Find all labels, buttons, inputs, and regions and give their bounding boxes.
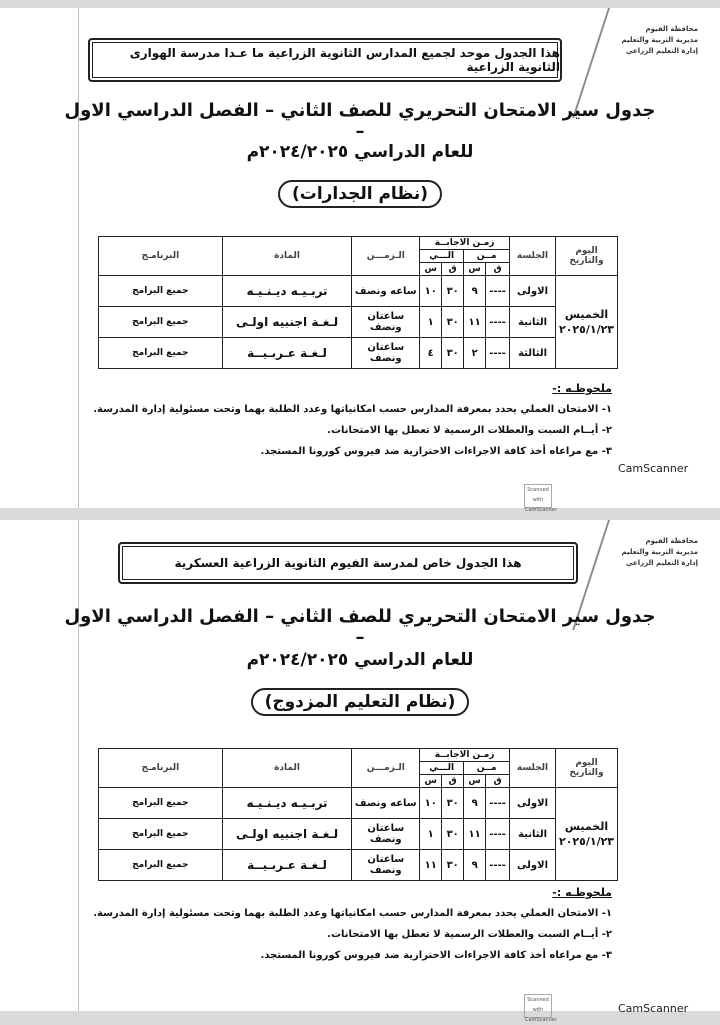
header-to-q: ق — [442, 263, 464, 276]
header-program: البرنامـج — [99, 237, 223, 276]
header-from-s: س — [464, 775, 486, 788]
table-row — [99, 276, 618, 307]
program-cell: جميع البرامج — [99, 788, 223, 819]
subject-cell: لـغـة عـربـيــة — [222, 850, 352, 881]
to-q-cell: ٣٠ — [442, 850, 464, 881]
duration-cell: ساعتان ونصف — [352, 338, 420, 369]
header-duration: الـزمـــن — [352, 749, 420, 788]
to-q-cell: ٣٠ — [442, 338, 464, 369]
header-answer-time: زمـن الاجابــة — [420, 749, 510, 762]
table-row — [99, 788, 618, 819]
ministry-line: مديرية التربية والتعليم — [621, 548, 698, 556]
exam-schedule-table — [98, 236, 618, 369]
day-name: الخميس — [564, 308, 609, 321]
to-q-cell: ٣٠ — [442, 788, 464, 819]
day-name: الخميس — [564, 820, 609, 833]
from-q-cell: ---- — [486, 819, 510, 850]
camscanner-logo: Scanned with CamScanner — [524, 484, 552, 508]
table-row — [99, 850, 618, 881]
from-q-cell: ---- — [486, 850, 510, 881]
to-s-cell: ١٠ — [420, 788, 442, 819]
session-cell: الاولى — [510, 788, 556, 819]
session-cell: الثانية — [510, 819, 556, 850]
to-s-cell: ١٠ — [420, 276, 442, 307]
ministry-line: إدارة التعليم الزراعي — [625, 559, 698, 567]
from-s-cell: ٩ — [464, 850, 486, 881]
day-date-cell — [556, 276, 618, 369]
from-q-cell: ---- — [486, 338, 510, 369]
header-answer-time: زمـن الاجابــة — [420, 237, 510, 250]
from-s-cell: ٢ — [464, 338, 486, 369]
header-to: الـــي — [420, 762, 464, 775]
academic-year: للعام الدراسي ٢٠٢٤/٢٠٢٥م — [246, 650, 474, 670]
header-program: البرنامـج — [99, 749, 223, 788]
program-cell: جميع البرامج — [99, 338, 223, 369]
subject-cell: لـغـة عـربـيــة — [222, 338, 352, 369]
from-s-cell: ١١ — [464, 819, 486, 850]
header-from-q: ق — [486, 775, 510, 788]
header-day-date: اليوم والتاريخ — [556, 749, 618, 788]
subject-cell: تربـيـه ديـنـيـه — [222, 276, 352, 307]
program-cell: جميع البرامج — [99, 819, 223, 850]
header-subject: المادة — [222, 749, 352, 788]
header-from: مــن — [464, 250, 510, 263]
scan-page-top — [0, 8, 720, 513]
ministry-header — [621, 24, 698, 57]
table-row — [99, 307, 618, 338]
from-q-cell: ---- — [486, 276, 510, 307]
schedule-title: جدول سير الامتحان التحريري للصف الثاني – الفصل الدراسي الاول – — [64, 606, 656, 648]
from-s-cell: ٩ — [464, 276, 486, 307]
header-day-date: اليوم والتاريخ — [556, 237, 618, 276]
to-q-cell: ٣٠ — [442, 307, 464, 338]
session-cell: الاولى — [510, 276, 556, 307]
duration-cell: ساعتان ونصف — [352, 850, 420, 881]
header-to-q: ق — [442, 775, 464, 788]
header-duration: الـزمـــن — [352, 237, 420, 276]
ministry-line: مديرية التربية والتعليم — [621, 36, 698, 44]
to-s-cell: ١١ — [420, 850, 442, 881]
to-q-cell: ٣٠ — [442, 819, 464, 850]
header-subject: المادة — [222, 237, 352, 276]
scan-page-bottom — [0, 520, 720, 1023]
system-label-wrap — [60, 180, 660, 208]
ministry-line: محافظة الفيوم — [645, 537, 698, 545]
from-q-cell: ---- — [486, 307, 510, 338]
to-q-cell: ٣٠ — [442, 276, 464, 307]
header-to-s: س — [420, 775, 442, 788]
camscanner-watermark: CamScanner — [618, 1002, 689, 1015]
header-from: مــن — [464, 762, 510, 775]
to-s-cell: ١ — [420, 819, 442, 850]
to-s-cell: ٤ — [420, 338, 442, 369]
header-to: الـــي — [420, 250, 464, 263]
header-session: الجلسة — [510, 237, 556, 276]
note-item: ٣- مع مراعاه أخذ كافة الاجراءات الاحترازية ضد فيروس كورونا المستجد. — [260, 446, 612, 457]
camscanner-watermark: CamScanner — [618, 462, 689, 475]
header-from-q: ق — [486, 263, 510, 276]
note-item: ٢- أيــام السبت والعطلات الرسمية لا تعطل بها الامتحانات. — [327, 425, 612, 436]
duration-cell: ساعتان ونصف — [352, 307, 420, 338]
notes-section — [32, 378, 612, 462]
notice-banner: هذا الجدول خاص لمدرسة الفيوم الثانوية الزراعية العسكرية — [118, 542, 578, 584]
table-row — [99, 338, 618, 369]
session-cell: الثانية — [510, 307, 556, 338]
notes-title: ملحوظـه :- — [552, 382, 612, 395]
schedule-title: جدول سير الامتحان التحريري للصف الثاني – الفصل الدراسي الاول – — [64, 100, 656, 142]
day-date-cell — [556, 788, 618, 881]
exam-schedule-table — [98, 748, 618, 881]
from-s-cell: ١١ — [464, 307, 486, 338]
from-s-cell: ٩ — [464, 788, 486, 819]
academic-year: للعام الدراسي ٢٠٢٤/٢٠٢٥م — [246, 142, 474, 162]
note-item: ٣- مع مراعاه أخذ كافة الاجراءات الاحترازية ضد فيروس كورونا المستجد. — [260, 950, 612, 961]
note-item: ١- الامتحان العملي يحدد بمعرفة المدارس حسب امكانياتها وعدد الطلبة بهما وتحت مسئولية إدارة المدرسة. — [93, 404, 612, 415]
duration-cell: ساعه ونصف — [352, 276, 420, 307]
to-s-cell: ١ — [420, 307, 442, 338]
program-cell: جميع البرامج — [99, 276, 223, 307]
exam-date: ٢٠٢٥/١/٢٣ — [558, 323, 615, 336]
header-to-s: س — [420, 263, 442, 276]
ministry-header — [621, 536, 698, 569]
table-row — [99, 819, 618, 850]
program-cell: جميع البرامج — [99, 850, 223, 881]
session-cell: الاولى — [510, 850, 556, 881]
system-label: (نظام التعليم المزدوج) — [251, 688, 470, 716]
header-from-s: س — [464, 263, 486, 276]
notes-title: ملحوظـه :- — [552, 886, 612, 899]
subject-cell: لـغـة اجنبيه اولـى — [222, 307, 352, 338]
notice-banner: هذا الجدول موحد لجميع المدارس الثانوية الزراعية ما عـدا مدرسة الهوارى الثانوية الزراعية — [88, 38, 562, 82]
duration-cell: ساعتان ونصف — [352, 819, 420, 850]
from-q-cell: ---- — [486, 788, 510, 819]
program-cell: جميع البرامج — [99, 307, 223, 338]
system-label: (نظام الجدارات) — [278, 180, 442, 208]
subject-cell: تربـيـه ديـنـيـه — [222, 788, 352, 819]
system-label-wrap — [60, 688, 660, 716]
exam-date: ٢٠٢٥/١/٢٣ — [558, 835, 615, 848]
ministry-line: إدارة التعليم الزراعي — [625, 47, 698, 55]
notes-section — [32, 882, 612, 966]
camscanner-logo: Scanned with CamScanner — [524, 994, 552, 1018]
ministry-line: محافظة الفيوم — [645, 25, 698, 33]
note-item: ١- الامتحان العملي يحدد بمعرفة المدارس حسب امكانياتها وعدد الطلبة بهما وتحت مسئولية إدارة المدرسة. — [93, 908, 612, 919]
subject-cell: لـغـة اجنبيه اولـى — [222, 819, 352, 850]
duration-cell: ساعه ونصف — [352, 788, 420, 819]
header-session: الجلسة — [510, 749, 556, 788]
session-cell: الثالثة — [510, 338, 556, 369]
note-item: ٢- أيــام السبت والعطلات الرسمية لا تعطل بها الامتحانات. — [327, 929, 612, 940]
